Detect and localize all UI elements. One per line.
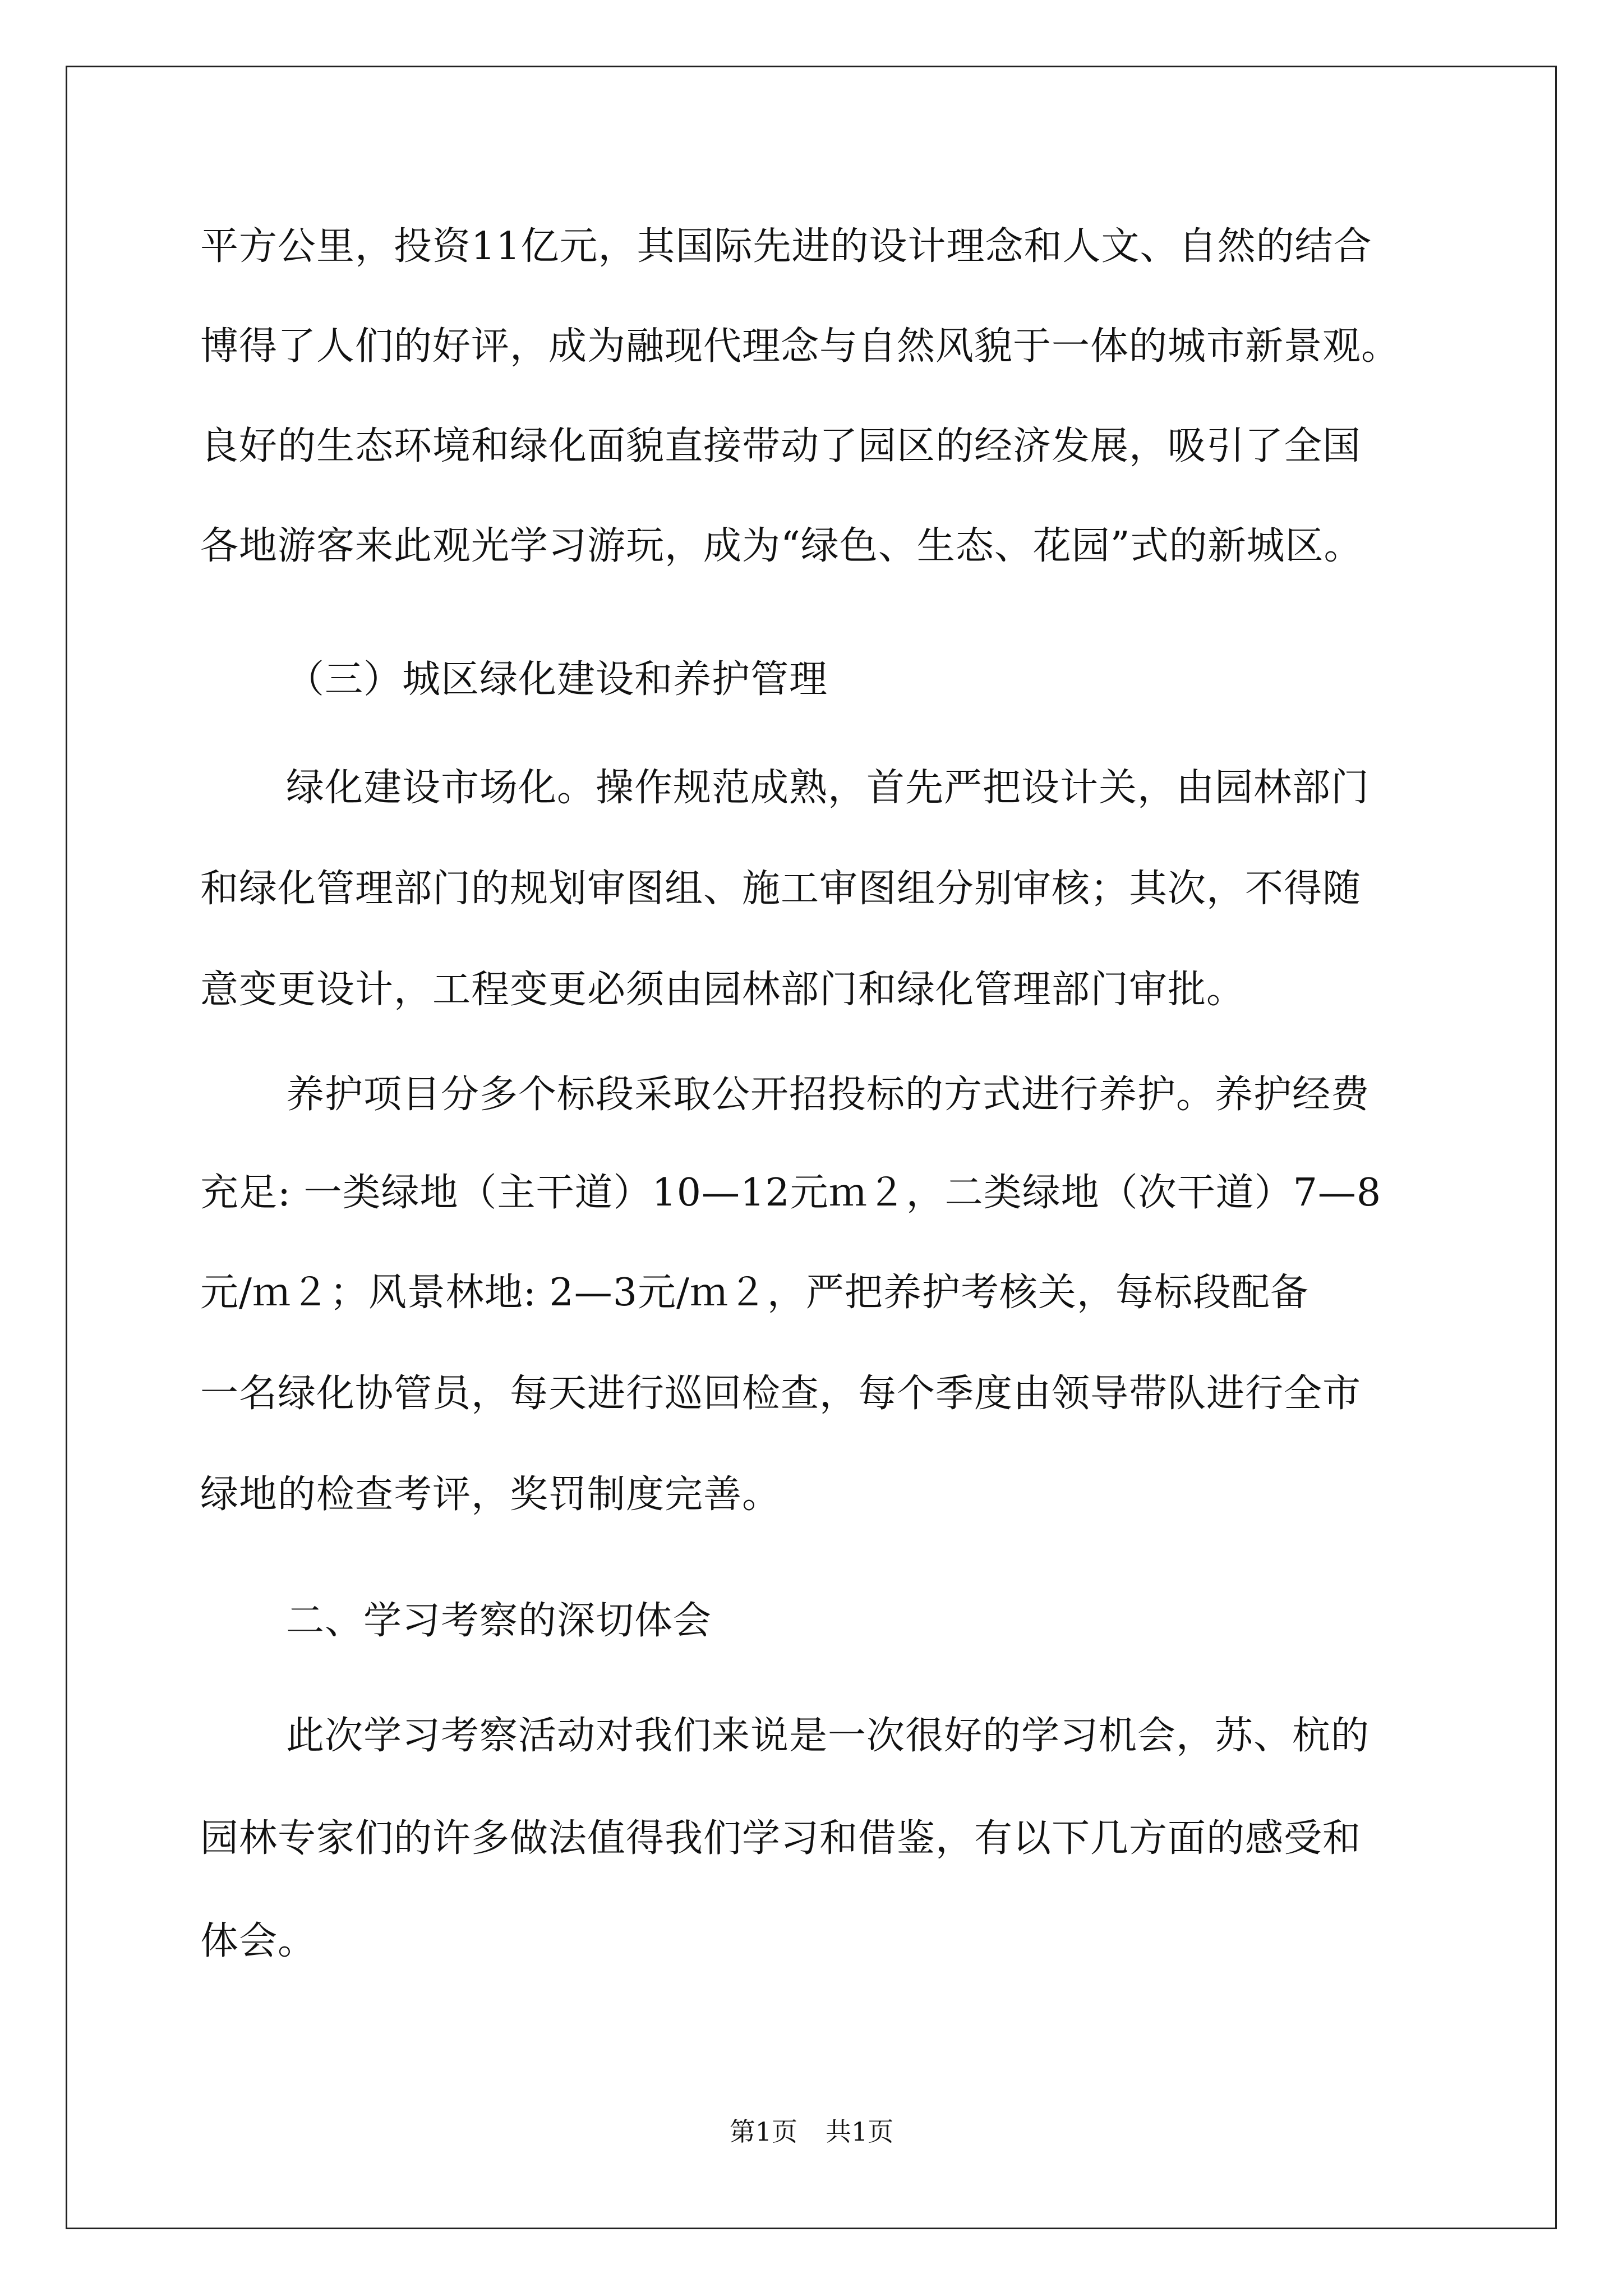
- text-line: 和绿化管理部门的规划审图组、施工审图组分别审核；其次，不得随: [200, 867, 1362, 911]
- text-line: 绿化建设市场化。操作规范成熟，首先严把设计关，由园林部门: [286, 766, 1370, 810]
- text-line: 元/ｍ２；风景林地: 2—3元/ｍ２，严把养护考核关，每标段配备: [200, 1271, 1309, 1315]
- text-line: 意变更设计，工程变更必须由园林部门和绿化管理部门审批。: [200, 968, 1246, 1012]
- text-line: 养护项目分多个标段采取公开招投标的方式进行养护。养护经费: [286, 1073, 1370, 1117]
- text-line: 此次学习考察活动对我们来说是一次很好的学习机会，苏、杭的: [286, 1714, 1370, 1758]
- text-line: 体会。: [200, 1919, 317, 1963]
- page-total: 共1页: [826, 2116, 894, 2147]
- text-line: 平方公里，投资11亿元，其国际先进的设计理念和人文、自然的结合: [200, 224, 1372, 269]
- text-line: 博得了人们的好评，成为融现代理念与自然风貌于一体的城市新景观。: [200, 324, 1400, 369]
- page-border: [66, 66, 1557, 2229]
- text-line: 园林专家们的许多做法值得我们学习和借鉴，有以下几方面的感受和: [200, 1816, 1362, 1861]
- section-heading: （三）城区绿化建设和养护管理: [286, 657, 828, 702]
- section-heading: 二、学习考察的深切体会: [286, 1599, 712, 1643]
- text-line: 绿地的检查考评，奖罚制度完善。: [200, 1473, 781, 1517]
- page-number: 第1页: [729, 2116, 797, 2147]
- text-line: 良好的生态环境和绿化面貌直接带动了园区的经济发展，吸引了全国: [200, 424, 1362, 468]
- page-footer: [0, 2115, 1623, 2148]
- text-line: 一名绿化协管员，每天进行巡回检查，每个季度由领导带队进行全市: [200, 1372, 1362, 1416]
- text-line: 各地游客来此观光学习游玩，成为“绿色、生态、花园”式的新城区。: [200, 524, 1363, 568]
- text-line: 充足: 一类绿地（主干道）10—12元ｍ２，二类绿地（次干道）7—8: [200, 1171, 1382, 1215]
